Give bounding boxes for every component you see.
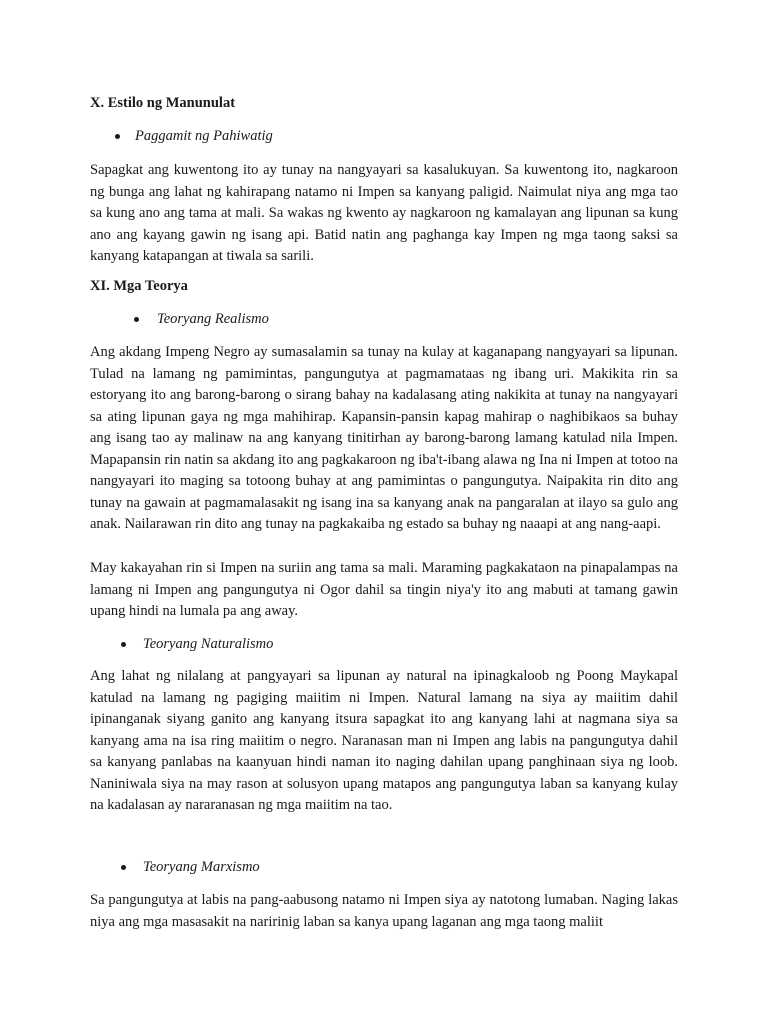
section-xi-heading: XI. Mga Teorya xyxy=(90,278,188,294)
section-x-paragraph: Sapagkat ang kuwentong ito ay tunay na nangyayari sa kasalukuyan. Sa kuwentong ito, nagkaroon ng bunga ang lahat ng kahirapang natamo ni Impen sa kanyang paligid. Naimulat niya ang mga tao sa kung ano ang tama at mali. Sa wakas ng kwento ay nagkaroon ng kamalayan ang lipunan sa kung ano ang kayang gawin ng isang api. Batid natin ang paghanga kay Impen ng mga taong saksi sa kanyang katapangan at tiwala sa sarili. xyxy=(90,162,678,264)
bullet-dot-icon xyxy=(115,134,120,139)
bullet-dot-icon xyxy=(121,642,126,647)
realismo-paragraph-1: Ang akdang Impeng Negro ay sumasalamin sa tunay na kulay at kaganapang nangyayari sa lipunan. Tulad na lamang ng pamimintas, pangungutya at pagmamataas ng ibang uri. Makikita rin sa estoryang ito ang barong-barong o sirang bahay na kadalasang ating nakikita at tunay na nangyayari sa ating lipunan gaya ng mga mahihirap. Kapansin-pansin kapag mahirap o naghibikaos sa buhay ang isang tao ay malinaw na ang kanyang tinitirhan ay barong-barong lamang katulad nila Impen. Mapapansin rin natin sa akdang ito ang pagkakaroon ng iba't-ibang alawa ng Ina ni Impen at totoo na nangyayari ito maging sa totoong buhay at ang pamimintas o pangungutya. Naipakita rin dito ang tunay na gawain at pagmamalasakit ng isang ina sa kanyang anak na pangaralan at ilayo sa gulo ang anak. Nailarawan rin dito ang tunay na pagkakaiba ng estado sa buhay ng naaapi at ang nang-aapi. xyxy=(90,344,678,532)
bullet-label: Teoryang Marxismo xyxy=(143,859,260,875)
document-page xyxy=(90,0,678,1024)
section-x-heading: X. Estilo ng Manunulat xyxy=(90,95,236,111)
bullet-label: Teoryang Realismo xyxy=(157,311,269,327)
bullet-label: Teoryang Naturalismo xyxy=(143,636,274,652)
bullet-label: Paggamit ng Pahiwatig xyxy=(135,128,273,144)
bullet-dot-icon xyxy=(121,865,126,870)
bullet-dot-icon xyxy=(134,317,139,322)
naturalismo-paragraph: Ang lahat ng nilalang at pangyayari sa lipunan ay natural na ipinagkaloob ng Poong Maykapal katulad na lamang ng pagiging maiitim ni Impen. Natural lamang na siya ay maiitim dahil ipinanganak siyang ganito ang kanyang itsura sapagkat ito ang kanyang lahi at nagmana siya sa kanyang ama na isa ring maiitim o negro. Naranasan man ni Impen ang labis na pangungutya dahil sa kanyang panlabas na kaanyuan hindi naman ito naging dahilan upang panghinaan siya ng loob. Naniniwala siya na may rason at solusyon upang matapos ang pangungutya laban sa kanyang kulay na kadalasan ay nararanasan ng mga maiitim na tao. xyxy=(90,668,678,813)
marxismo-paragraph: Sa pangungutya at labis na pang-aabusong natamo ni Impen siya ay natotong lumaban. Naging lakas niya ang mga masasakit na naririnig laban sa kanya upang laganan ang mga taong maliit xyxy=(90,892,678,930)
realismo-paragraph-2: May kakayahan rin si Impen na suriin ang tama sa mali. Maraming pagkakataon na pinapalampas na lamang ni Impen ang pangungutya ni Ogor dahil sa tingin niya'y ito ang mabuti at tamang gawin upang hindi na lumala pa ang away. xyxy=(90,560,678,619)
